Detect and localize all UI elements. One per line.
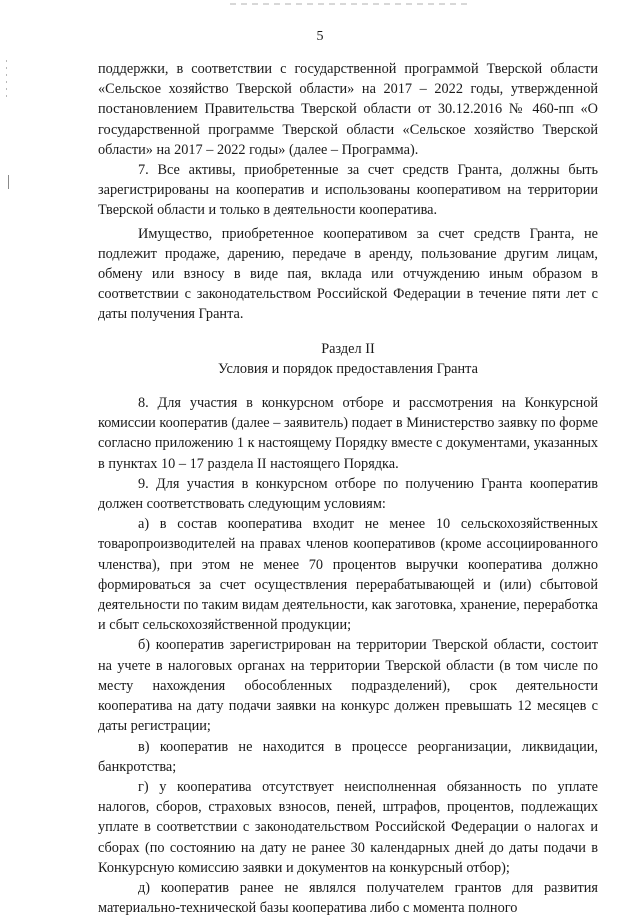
paragraph-program-reference: поддержки, в соответствии с государственной программой Тверской области «Сельское хозяйство Тверской области» на 2017 – 2022 годы, утвержденной постановлением Правительства Тверской области от 30.12.2016 № 460-пп «О государственной программе Тверской области «Сельское хозяйство Тверской области» на 2017 – 2022 годы» (далее – Программа).	[98, 61, 598, 158]
scan-artifact-left-mark	[8, 175, 9, 189]
paragraph-item-9-c: в) кооператив не находится в процессе реорганизации, ликвидации, банкротства;	[98, 738, 598, 775]
paragraph-item-7: 7. Все активы, приобретенные за счет средств Гранта, должны быть зарегистрированы на кооператив и использованы кооперативом на территории Тверской области и только в деятельности кооператива.	[98, 162, 598, 219]
paragraph-item-9-b: б) кооператив зарегистрирован на территории Тверской области, состоит на учете в налоговых органах на территории Тверской области (в том числе по месту нахождения обособленных подразделений), срок деятельности кооператива на дату подачи заявки на конкурс должен превышать 12 месяцев с даты регистрации;	[98, 637, 598, 735]
paragraph-item-9-a: а) в состав кооператива входит не менее 10 сельскохозяйственных товаропроизводителей на правах членов кооперативов (кроме ассоциированного членства), при этом не менее 70 процентов выручки кооператива должно формироваться за счет осуществления перерабатывающей и (или) сбытовой деятельности по таким видам деятельности, как заготовка, хранение, переработка и сбыт сельскохозяйственной продукции;	[98, 516, 598, 634]
section-number: Раздел II	[321, 340, 375, 357]
paragraph-item-8: 8. Для участия в конкурсном отборе и рассмотрения на Конкурсной комиссии кооператив (далее – заявитель) подает в Министерство заявку по форме согласно приложению 1 к настоящему Порядку вместе с документами, указанных в пунктах 10 – 17 раздела II настоящего Порядка.	[98, 395, 598, 472]
paragraph-property-restriction: Имущество, приобретенное кооперативом за счет средств Гранта, не подлежит продаже, дарению, передаче в аренду, пользование другим лицам, обмену или взносу в виде пая, вклада или отчуждению иным образом в соответствии с законодательством Российской Федерации в течение пяти лет с даты получения Гранта.	[98, 225, 598, 323]
scan-artifact-top	[230, 3, 470, 5]
paragraph-item-9-e: д) кооператив ранее не являлся получателем грантов для развития материально-технической базы кооператива либо с момента полного	[98, 879, 598, 917]
paragraph-item-9-d: г) у кооператива отсутствует неисполненная обязанность по уплате налогов, сборов, страховых взносов, пеней, штрафов, процентов, подлежащих уплате в соответствии с законодательством Российской Федерации о налогах и сборах (по состоянию на дату не ранее 30 календарных дней до даты подачи в Конкурсную комиссию заявки и документов на конкурсный отбор);	[98, 778, 598, 876]
page-number: 5	[316, 29, 324, 44]
section-title: Условия и порядок предоставления Гранта	[218, 360, 478, 377]
document-body	[98, 59, 598, 918]
scan-artifact-left-dots	[6, 60, 7, 100]
paragraph-item-9: 9. Для участия в конкурсном отборе по получению Гранта кооператив должен соответствовать следующим условиям:	[98, 475, 598, 513]
section-heading	[98, 339, 598, 379]
